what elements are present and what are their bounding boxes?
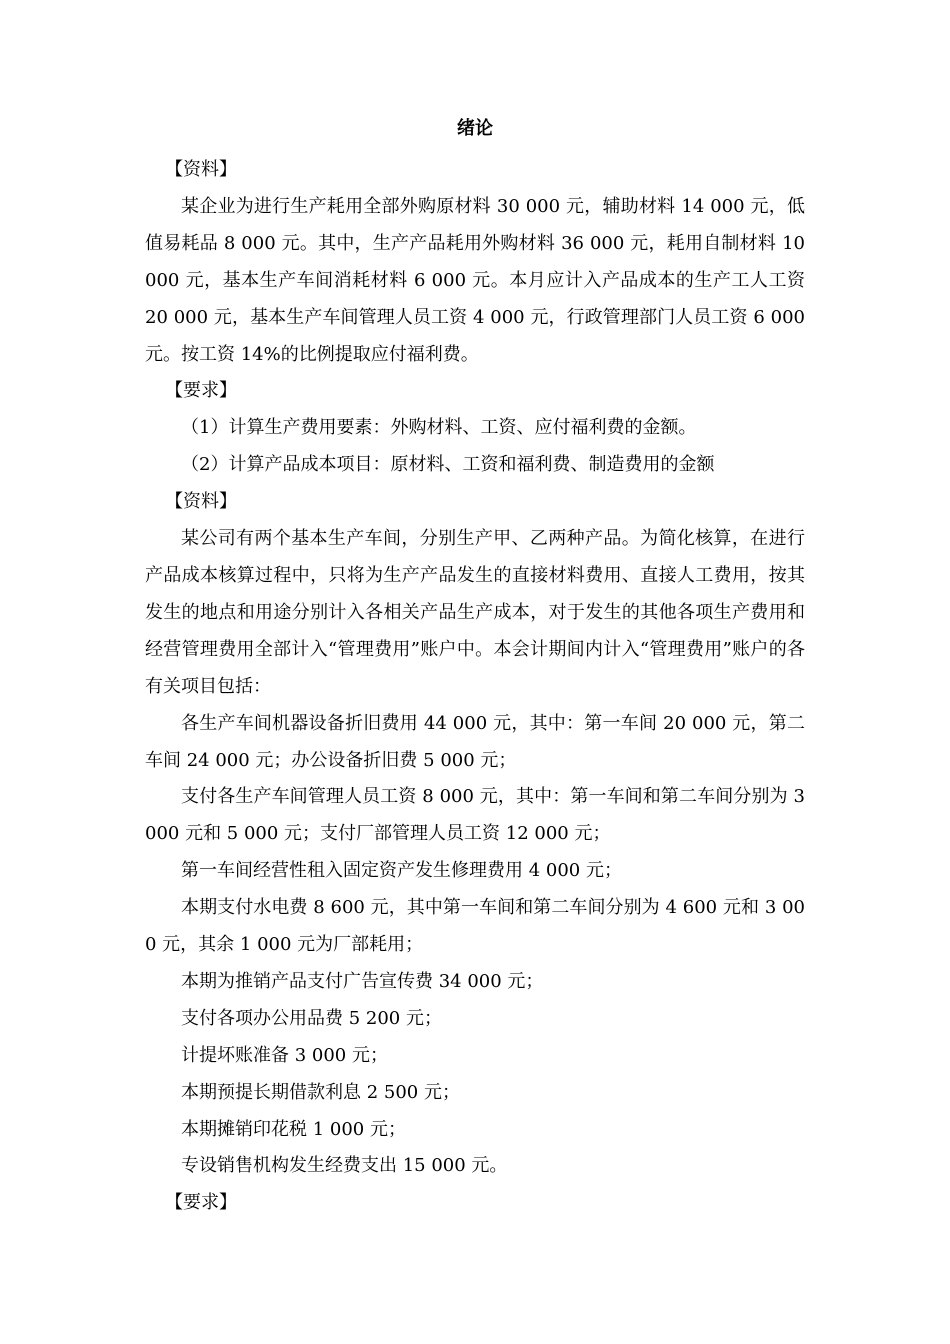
material-paragraph-1: 某企业为进行生产耗用全部外购原材料 30 000 元，辅助材料 14 000 元，低值易耗品 8 000 元。其中，生产产品耗用外购材料 36 000 元，耗用自制材料 10 000 元，基本生产车间消耗材料 6 000 元。本月应计入产品成本的生产工人工资 20 000 元，基本生产车间管理人员工资 4 000 元，行政管理部门人员工资 6 000 元。按工资 14%的比例提取应付福利费。 (145, 195, 805, 365)
material-paragraph-2: 某公司有两个基本生产车间，分别生产甲、乙两种产品。为简化核算，在进行产品成本核算过程中，只将为生产产品发生的直接材料费用、直接人工费用，按其发生的地点和用途分别计入各相关产品生产成本，对于发生的其他各项生产费用和经营管理费用全部计入“管理费用”账户中。本会计期间内计入“管理费用”账户的各有关项目包括： (145, 528, 805, 697)
expense-item: 各生产车间机器设备折旧费用 44 000 元，其中：第一车间 20 000 元，第二车间 24 000 元；办公设备折旧费 5 000 元； (145, 712, 805, 771)
document-title: 绪论 (457, 118, 493, 139)
expense-item: 本期预提长期借款利息 2 500 元； (181, 1081, 460, 1103)
expense-item: 支付各生产车间管理人员工资 8 000 元，其中：第一车间和第二车间分别为 3 000 元和 5 000 元；支付厂部管理人员工资 12 000 元； (145, 786, 805, 845)
document-page (145, 112, 805, 1222)
expense-item: 第一车间经营性租入固定资产发生修理费用 4 000 元； (181, 860, 622, 882)
requirement-item-2: （2）计算产品成本项目：原材料、工资和福利费、制造费用的金额 (181, 454, 715, 476)
expense-item: 计提坏账准备 3 000 元； (181, 1044, 388, 1066)
requirement-heading-1: 【要求】 (165, 380, 237, 402)
expense-item: 本期摊销印花税 1 000 元； (181, 1118, 406, 1140)
expense-item: 本期为推销产品支付广告宣传费 34 000 元； (181, 970, 544, 992)
requirement-item-1: （1）计算生产费用要素：外购材料、工资、应付福利费的金额。 (181, 417, 697, 439)
material-heading-1: 【资料】 (165, 159, 237, 180)
expense-item: 支付各项办公用品费 5 200 元； (181, 1007, 442, 1029)
expense-item: 本期支付水电费 8 600 元，其中第一车间和第二车间分别为 4 600 元和 3 000 元，其余 1 000 元为厂部耗用； (145, 897, 805, 956)
requirement-heading-2: 【要求】 (165, 1192, 237, 1214)
expense-item: 专设销售机构发生经费支出 15 000 元。 (181, 1155, 508, 1177)
material-heading-2: 【资料】 (165, 491, 237, 513)
